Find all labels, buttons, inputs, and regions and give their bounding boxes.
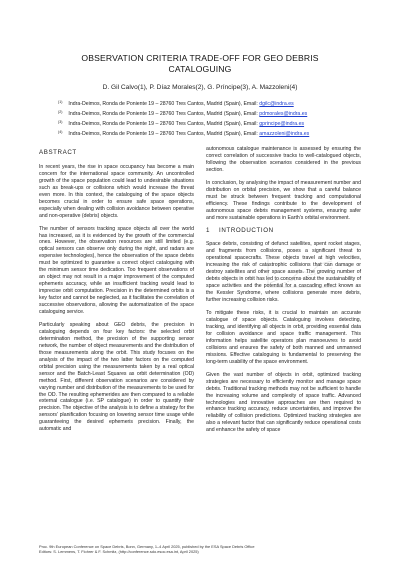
- abstract-heading: ABSTRACT: [39, 149, 77, 156]
- right-column: [206, 146, 361, 440]
- page-footer: [39, 544, 369, 554]
- email-link[interactable]: amazzoleni@indra.es: [259, 131, 310, 137]
- email-link[interactable]: dgilc@indra.es: [259, 101, 294, 107]
- affiliation-number: (1): [58, 100, 63, 104]
- affiliation-text: Indra-Deimos, Ronda de Poniente 19 – 28760 Tres Cantos, Madrid (Spain), Email:: [68, 101, 260, 107]
- body-paragraph: Space debris, consisting of defunct satellites, spent rocket stages, and fragments from collisions, poses a significant threat to operational spacecrafts. These objects travel at high velocities, increasing the risk of catastrophic collisions that can damage or destroy satellites and other space assets. The growing number of debris objects in orbit has led to concerns about the sustainability of space activities and the potential for a cascading effect known as the Kessler Syndrome, where collisions generate more debris, further increasing collision risks.: [206, 241, 361, 304]
- affiliation-list: [58, 98, 358, 138]
- affiliation-text: Indra-Deimos, Ronda de Poniente 19 – 28760 Tres Cantos, Madrid (Spain), Email:: [68, 121, 260, 127]
- paper-title: [20, 53, 380, 75]
- abstract-paragraph: In recent years, the rise in space occupancy has become a main concern for the international space community. An uncontrolled growth of the space population could lead to undesirable situations such as break-ups or collisions which would increase the threat even more. In this context, the cataloguing of the space objects becomes crucial in order to ensure safe space operations, especially when dealing with collision avoidance between operative and non-operative (debris) objects.: [39, 163, 194, 219]
- affiliation-number: (4): [58, 130, 63, 134]
- section-heading: [206, 228, 361, 235]
- email-link[interactable]: pdmorales@indra.es: [259, 111, 308, 117]
- affiliation-text: Indra-Deimos, Ronda de Poniente 19 – 28760 Tres Cantos, Madrid (Spain), Email:: [68, 111, 260, 117]
- body-paragraph: To mitigate these risks, it is crucial to maintain an accurate catalogue of space objects. Cataloguing involves detecting, tracking, and identifying all objects in orbit, providing essential data for collision avoidance and space traffic management. This information helps satellite operators plan manoeuvres to avoid collisions and ensures the safety of both manned and unmanned missions. Effective cataloguing is fundamental to preserving the long-term usability of the space environment.: [206, 310, 361, 365]
- abstract-paragraph: In conclusion, by analysing the impact of measurement number and distribution on orbital precision, we show that a careful balance must be struck between frequent tracking and computational efficiency. These findings contribute to the development of autonomous space debris management systems, ensuring safer and more sustainable operations in Earth’s orbital environment.: [206, 179, 361, 221]
- section-title: INTRODUCTION: [219, 226, 274, 234]
- author-list: D. Gil Calvo(1), P. Díaz Morales(2), G. Príncipe(3), A. Mazzoleni(4): [102, 84, 298, 91]
- affiliation-number: (3): [58, 120, 63, 124]
- footer-editors: Editors: S. Lemmens, T. Flohrer & F. Schmitz, (http://conference.sdo.esoc.esa.int, April 2025): [39, 549, 199, 555]
- abstract-paragraph: The number of sensors tracking space objects all over the world has increased, as it is evidenced by the growth of the commercial ones. However, the observation resources are still limited (e.g. optical sensors can observe only during the night, and radars are expensive technologies), hence the observation of the space debris must be optimized to guarantee a correct object cataloguing with the minimum sensor time dedication. Too frequent observations of an object may not result in a major improvement of the computed ephemeris accuracy, while an insufficient tracking would lead to imprecise orbit computation. Precision in the determined orbits is a key factor and cannot be neglected, as it facilitates the correlation of successive observations, allowing the automatization of the space cataloguing service.: [39, 225, 194, 316]
- affiliation-item: [58, 118, 358, 128]
- affiliation-text: Indra-Deimos, Ronda de Poniente 19 – 28760 Tres Cantos, Madrid (Spain), Email:: [68, 131, 260, 137]
- body-paragraph: Given the vast number of objects in orbit, optimized tracking strategies are necessary to efficiently monitor and manage space debris. Traditional tracking methods may not be sufficient to handle the increasing volume and complexity of space traffic. Advanced technologies and innovative approaches are then required to enhance tracking accuracy, reduce uncertainties, and improve the reliability of collision predictions. Optimized tracking strategies are also a relevant factor that can significantly reduce operational costs and enhance the safety of space: [206, 371, 361, 434]
- section-number: 1: [206, 226, 211, 234]
- email-link[interactable]: gprincipe@indra.es: [259, 121, 305, 127]
- affiliation-item: [58, 108, 358, 118]
- footer-proceedings: Proc. 9th European Conference on Space Debris, Bonn, Germany, 1–4 April 2025, published by the ESA Space Debris Office: [39, 544, 255, 549]
- abstract-paragraph: autonomous catalogue maintenance is assessed by ensuring the correct correlation of successive tracks to well-catalogued objects, following the observation scenarios considered in the previous section.: [206, 146, 361, 173]
- left-column: [39, 150, 194, 439]
- affiliation-number: (2): [58, 110, 63, 114]
- title-line-2: CATALOGUING: [168, 64, 232, 74]
- affiliation-item: [58, 128, 358, 138]
- affiliation-item: [58, 98, 358, 108]
- abstract-paragraph: Particularly speaking about GEO debris, the precision in cataloguing depends on four key factors: the selected orbit determination method, the precision of the supporting sensor network, the number of object measurements and the distribution of those measurements along the orbit. This study focuses on the analysis of the impact of the two latter factors on the computed orbital precision using the measurements taken by a real optical sensor and the Batch-Least Squares as orbit determination (OD) method. First, different observation scenarios are considered by varying number and distribution of the measurements to be used for the OD. The resulting ephemerides are then compared to a reliable external catalogue (i.e. SP catalogue) in order to quantify their precision. The objective of the analysis is to define a strategy for the sensors’ planification focusing on lowering sensor time usage while guaranteeing the desired ephemeris precision. Finally, the automatic and: [39, 321, 194, 433]
- title-line-1: OBSERVATION CRITERIA TRADE-OFF FOR GEO DEBRIS: [81, 53, 319, 63]
